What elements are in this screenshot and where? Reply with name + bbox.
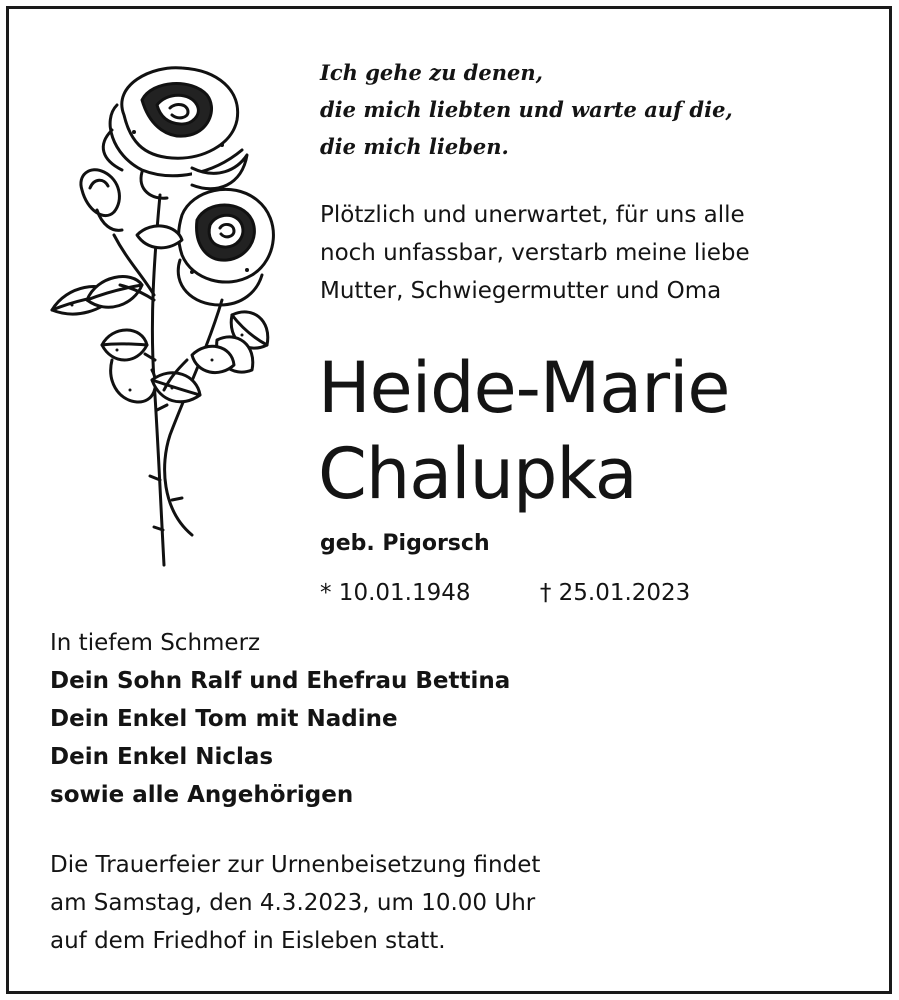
quote-line: die mich lieben.	[320, 134, 509, 159]
mourner-line: sowie alle Angehörigen	[50, 782, 354, 808]
birth-date: * 10.01.1948	[320, 580, 471, 606]
life-dates	[320, 576, 690, 610]
mourning-intro: In tiefem Schmerz	[50, 630, 261, 656]
announcement-line: noch unfassbar, verstarb meine liebe	[320, 240, 750, 266]
rose-icon	[42, 60, 282, 575]
deceased-name	[318, 345, 730, 517]
service-line: auf dem Friedhof in Eisleben statt.	[50, 928, 446, 954]
announcement-line: Plötzlich und unerwartet, für uns alle	[320, 202, 745, 228]
service-line: am Samstag, den 4.3.2023, um 10.00 Uhr	[50, 890, 536, 916]
mourners-block	[50, 624, 510, 814]
mourner-line: Dein Enkel Niclas	[50, 744, 274, 770]
quote-line: Ich gehe zu denen,	[320, 60, 543, 85]
service-line: Die Trauerfeier zur Urnenbeisetzung findet	[50, 852, 541, 878]
mourner-line: Dein Enkel Tom mit Nadine	[50, 706, 398, 732]
funeral-service-info	[50, 846, 540, 960]
death-date: † 25.01.2023	[539, 580, 691, 606]
death-announcement-text	[320, 196, 750, 310]
last-name: Chalupka	[318, 433, 637, 515]
first-name: Heide-Marie	[318, 347, 730, 429]
announcement-line: Mutter, Schwiegermutter und Oma	[320, 278, 722, 304]
maiden-name: geb. Pigorsch	[320, 531, 490, 556]
mourner-line: Dein Sohn Ralf und Ehefrau Bettina	[50, 668, 511, 694]
quote-verse	[320, 54, 733, 165]
quote-line: die mich liebten und warte auf die,	[320, 97, 733, 122]
